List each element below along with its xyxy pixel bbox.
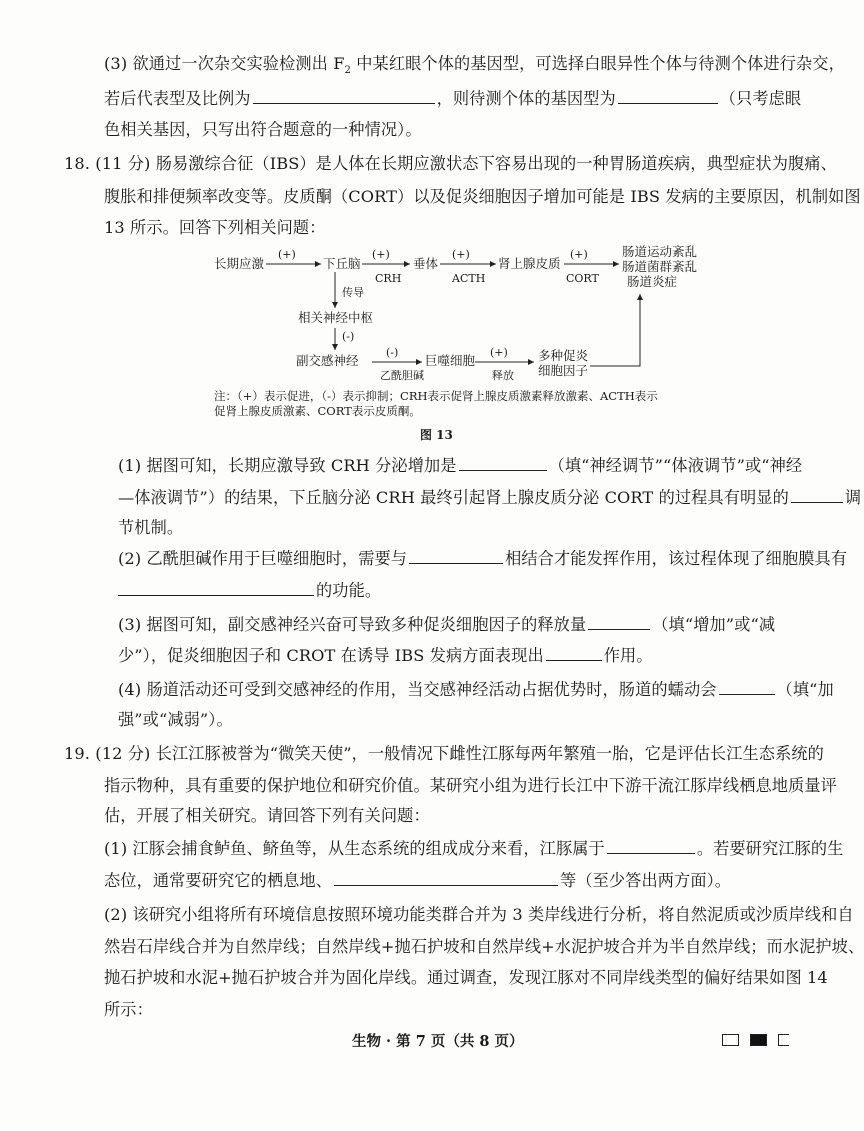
- edge-plus-3: (+): [452, 248, 470, 261]
- node-stress: 长期应激: [214, 256, 265, 271]
- node-neural-center: 相关神经中枢: [298, 310, 374, 325]
- node-hypothalamus: 下丘脑: [323, 256, 361, 271]
- q18-p1-line-3: 节机制。: [118, 518, 184, 537]
- q19-intro-2: 指示物种，具有重要的保护地位和研究价值。某研究小组为进行长江中下游干流江豚岸线栖息地质量评: [104, 776, 837, 795]
- node-outcome-flora: 肠道菌群紊乱: [622, 259, 698, 274]
- q19-intro-3: 估，开展了相关研究。请回答下列有关问题：: [104, 806, 430, 825]
- q17-line-2: 若后代表型及比例为 ，则待测个体的基因型为 （只考虑眼: [104, 89, 802, 108]
- label-crh: CRH: [375, 272, 402, 285]
- label-conduct: 传导: [342, 286, 364, 299]
- answer-blank[interactable]: [459, 455, 547, 471]
- figure-caption: 图 13: [420, 428, 453, 442]
- figure-note-2: 促肾上腺皮质激素、CORT表示皮质酮。: [214, 404, 421, 418]
- figure-note-1: 注：（+）表示促进，（-）表示抑制；CRH表示促肾上腺皮质激素释放激素、ACTH表示: [214, 389, 658, 403]
- q18-p1-line-1: (1) 据图可知，长期应激导致 CRH 分泌增加是 （填“神经调节”“体液调节”或“神经: [118, 456, 803, 475]
- answer-blank[interactable]: [253, 88, 435, 104]
- q18-p4-line-2: 强”或“减弱”）。: [118, 710, 233, 729]
- q18-p3-line-1: (3) 据图可知，副交感神经兴奋可导致多种促炎细胞因子的释放量 （填“增加”或“减: [118, 615, 776, 634]
- arrow-cytokine-outcome: [590, 294, 640, 366]
- label-release: 释放: [492, 369, 514, 382]
- q19-p1-line-1: (1) 江豚会捕食鲈鱼、鲚鱼等，从生态系统的组成成分来看，江豚属于 。若要研究江豚的生: [104, 839, 844, 858]
- q18-intro-3: 13 所示。回答下列相关问题：: [104, 218, 326, 237]
- q18-p2-line-2: 的功能。: [118, 580, 381, 601]
- answer-blank[interactable]: [334, 870, 558, 886]
- q19-p2-line-3: 抛石护坡和水泥+抛石护坡合并为固化岸线。通过调查，发现江豚对不同岸线类型的偏好结果如图 14: [104, 968, 828, 987]
- edge-plus-1: (+): [278, 248, 296, 261]
- q17-line-1: (3) 欲通过一次杂交实验检测出 $F_2$ 中某红眼个体的基因型，可选择白眼异性个体与待测个体进行杂交，: [104, 54, 845, 77]
- answer-card-box-partial: [778, 1034, 789, 1046]
- mechanism-diagram: [200, 238, 698, 388]
- label-acetylcholine: 乙酰胆碱: [380, 369, 424, 382]
- node-outcome-inflammation: 肠道炎症: [627, 274, 678, 289]
- edge-plus-2: (+): [372, 248, 390, 261]
- answer-blank[interactable]: [118, 580, 314, 596]
- q18-intro-2: 腹胀和排便频率改变等。皮质酮（CORT）以及促炎细胞因子增加可能是 IBS 发病的主要原因，机制如图: [104, 187, 861, 206]
- edge-minus-1: (-): [342, 330, 355, 343]
- q19-p2-line-4: 所示：: [104, 1000, 153, 1019]
- node-cytokine-line-2: 细胞因子: [538, 363, 589, 378]
- answer-blank[interactable]: [546, 645, 602, 661]
- answer-blank[interactable]: [607, 838, 695, 854]
- node-macrophage: 巨噬细胞: [425, 353, 476, 368]
- q18-p3-line-2: 少”），促炎细胞因子和 CROT 在诱导 IBS 发病方面表现出 作用。: [118, 646, 653, 665]
- q19-p1-line-2: 态位，通常要研究它的栖息地、 等（至少答出两方面）。: [104, 871, 732, 890]
- answer-blank[interactable]: [588, 614, 650, 630]
- answer-blank[interactable]: [409, 548, 503, 564]
- edge-plus-4: (+): [570, 248, 588, 261]
- node-parasympathetic: 副交感神经: [296, 353, 359, 368]
- q17-line-3: 色相关基因，只写出符合题意的一种情况）。: [104, 120, 422, 139]
- edge-plus-5: (+): [490, 346, 508, 359]
- q18-p1-line-2: —体液调节”）的结果，下丘脑分泌 CRH 最终引起肾上腺皮质分泌 CORT 的过程具有明显的 调: [118, 488, 862, 507]
- answer-card-box-empty: [722, 1034, 739, 1046]
- page-footer: 生物 · 第 7 页（共 8 页）: [352, 1033, 524, 1050]
- node-adrenal-cortex: 肾上腺皮质: [498, 256, 561, 271]
- q18-intro-1: 18. (11 分) 肠易激综合征（IBS）是人体在长期应激状态下容易出现的一种胃肠道疾病，典型症状为腹痛、: [64, 154, 837, 173]
- answer-blank[interactable]: [719, 679, 775, 695]
- node-outcome-motility: 肠道运动紊乱: [622, 244, 698, 259]
- label-cort: CORT: [566, 272, 599, 285]
- q18-p2-line-1: (2) 乙酰胆碱作用于巨噬细胞时，需要与 相结合才能发挥作用，该过程体现了细胞膜具有: [118, 549, 848, 568]
- label-acth: ACTH: [452, 272, 486, 285]
- answer-blank[interactable]: [791, 487, 843, 503]
- q19-p2-line-1: (2) 该研究小组将所有环境信息按照环境功能类群合并为 3 类岸线进行分析，将自然泥质或沙质岸线和自: [104, 905, 854, 924]
- node-pituitary: 垂体: [413, 256, 439, 271]
- q19-intro-1: 19. (12 分) 长江江豚被誉为“微笑天使”，一般情况下雌性江豚每两年繁殖一胎，它是评估长江生态系统的: [64, 744, 824, 763]
- q19-p2-line-2: 然岩石岸线合并为自然岸线；自然岸线+抛石护坡和自然岸线+水泥护坡合并为半自然岸线；而水泥护坡、: [104, 937, 864, 956]
- answer-card-box-filled: [750, 1034, 767, 1046]
- node-cytokine-line-1: 多种促炎: [538, 348, 589, 363]
- q18-p4-line-1: (4) 肠道活动还可受到交感神经的作用，当交感神经活动占据优势时，肠道的蠕动会 （填“加: [118, 680, 834, 699]
- answer-blank[interactable]: [618, 88, 718, 104]
- edge-minus-2: (-): [386, 346, 399, 359]
